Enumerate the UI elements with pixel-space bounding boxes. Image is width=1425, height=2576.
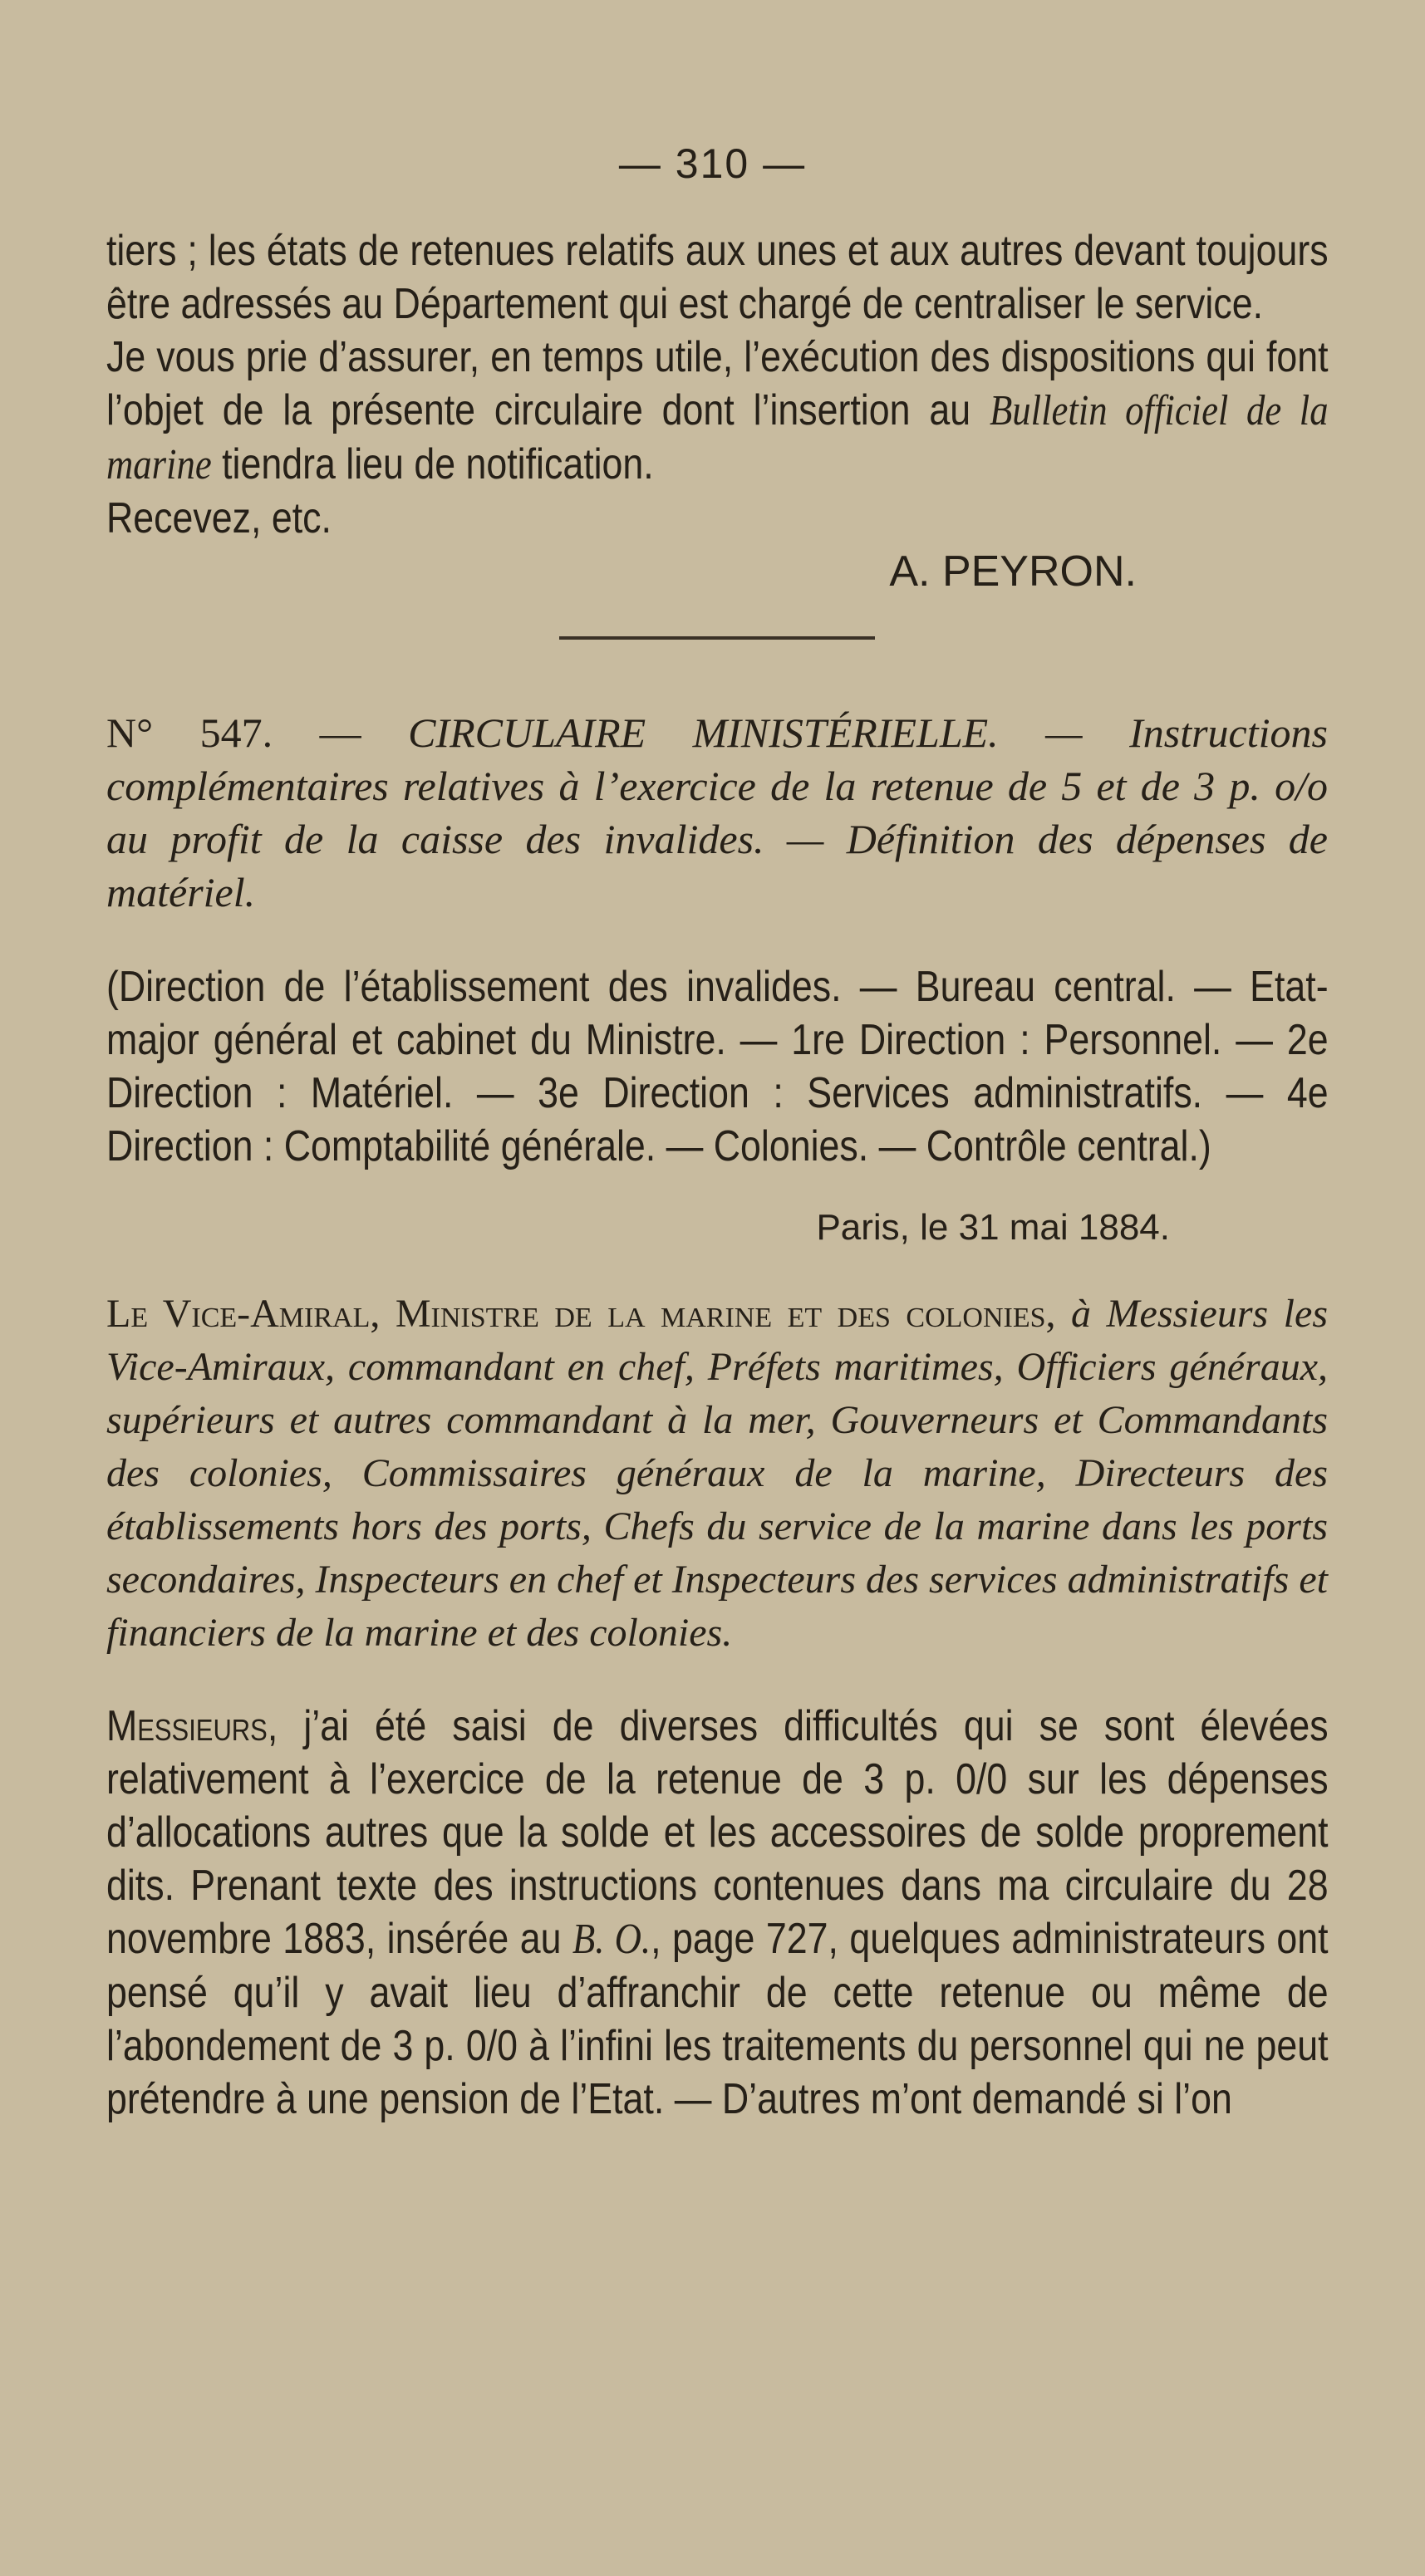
dateline: Paris, le 31 mai 1884.: [816, 1207, 1170, 1248]
dispositions-end: tiendra lieu de notification.: [222, 440, 654, 488]
dispositions-text: Je vous prie d’assurer, en temps utile, l’exécution des dispositions qui font l’objet de la présente circulaire dont l’insertion au: [106, 333, 1329, 434]
salutation: Messieurs,: [106, 1702, 278, 1750]
paragraph-dispositions: [106, 331, 1329, 492]
address-block: [106, 1288, 1328, 1660]
directions-list: (Direction de l’établissement des invalides. — Bureau central. — Etat-major général et cabinet du Ministre. — 1re Direction : Personnel. — 2e Direction : Matériel. — 3e Direction : Services administratifs. — 4e Direction : Comptabilité générale. — Colonies. — Contrôle central.): [106, 963, 1329, 1170]
paragraph-continuation: tiers ; les états de retenues relatifs aux unes et aux autres devant toujours être adressés au Département qui est chargé de centraliser le service.: [106, 227, 1329, 328]
closing-formula: Recevez, etc.: [106, 494, 332, 542]
address-head: Le Vice-Amiral, Ministre de la marine et des colonies,: [106, 1292, 1056, 1336]
body-reference: B. O.: [572, 1916, 651, 1963]
section-divider: [559, 636, 875, 640]
page-number: — 310 —: [618, 140, 807, 187]
body-text-start: j’ai été saisi de diverses difficultés qui se sont élevées relativement à l’exercice de la retenue de 3 p. 0/0 sur les dépenses d’allocations autres que la solde et les accessoires de solde proprement dits. Prenant texte des instructions contenues dans ma circulaire du 28 novembre 1883, insérée au: [106, 1702, 1329, 1963]
page-content: [106, 224, 1328, 2126]
address-recipients: à Messieurs les Vice-Amiraux, commandant en chef, Préfets maritimes, Officiers généraux, supérieurs et autres commandant à la mer, Gouverneurs et Commandants des colonies, Commissaires généraux de la marine, Directeurs des établissements hors des ports, Chefs du service de la marine dans les ports secondaires, Inspecteurs en chef et Inspecteurs des services administratifs et financiers de la marine et des colonies.: [106, 1292, 1329, 1655]
circular-heading: [106, 706, 1328, 919]
bulletin-title: Bulletin officiel de la marine: [106, 387, 1329, 488]
signature: A. PEYRON.: [889, 547, 1137, 596]
circular-number: N° 547. —: [106, 709, 361, 756]
body-paragraph: [106, 1700, 1329, 2126]
body-text-end: , page 727, quelques administrateurs ont pensé qu’il y avait lieu d’affranchir de cette retenue ou même de l’abondement de 3 p. 0/0 à l’infini les traitements du personnel qui ne peut prétendre à une pension de l’Etat. — D’autres m’ont demandé si l’on: [106, 1915, 1329, 2123]
circular-title: CIRCULAIRE MINISTÉRIELLE. — Instructions complémentaires relatives à l’exercice de la retenue de 5 et de 3 p. o/o au profit de la caisse des invalides. — Définition des dépenses de matériel.: [106, 709, 1328, 915]
